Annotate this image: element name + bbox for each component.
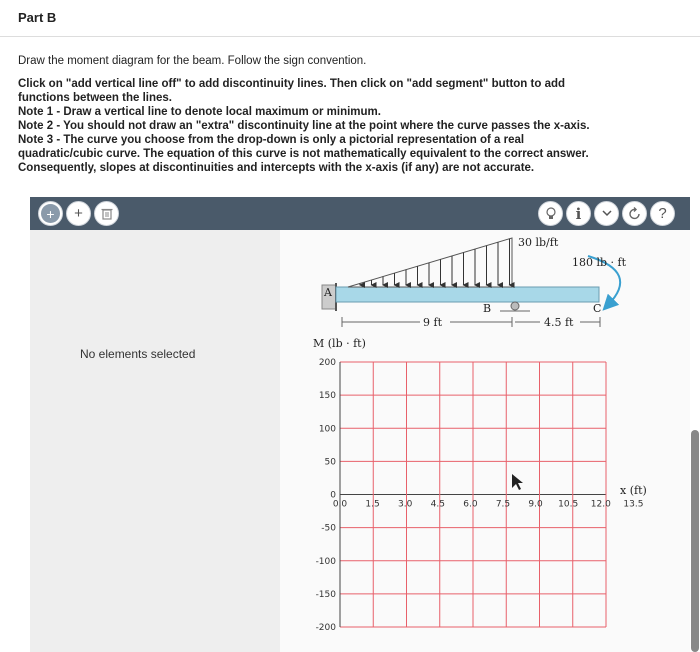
drawing-toolbar — [30, 197, 690, 230]
roller-support — [511, 302, 519, 310]
vertical-line-icon: + — [41, 204, 60, 223]
reset-button[interactable] — [622, 201, 647, 226]
y-tick-label: -150 — [315, 589, 336, 600]
scrollbar[interactable] — [691, 430, 699, 652]
part-title: Part B — [18, 10, 57, 25]
x-tick-label: 12.0 — [590, 499, 611, 510]
x-tick-label: 4.5 — [430, 499, 445, 510]
x-axis-label: x (ft) — [620, 484, 647, 497]
y-tick-label: -50 — [321, 523, 336, 534]
load-label: 30 lb/ft — [518, 236, 559, 249]
span-label-2: 4.5 ft — [544, 316, 574, 329]
beam-body — [336, 287, 599, 302]
hint-button[interactable] — [538, 201, 563, 226]
properties-panel — [30, 230, 280, 652]
y-tick-label: 200 — [318, 358, 336, 368]
selection-status: No elements selected — [80, 347, 196, 361]
help-button[interactable] — [650, 201, 675, 226]
note-3-cont: quadratic/cubic curve. The equation of this curve is not mathematically equivalent to the correct answer. — [18, 148, 589, 160]
note-1: Note 1 - Draw a vertical line to denote local maximum or minimum. — [18, 106, 381, 118]
y-tick-label: 0 — [330, 490, 336, 501]
instruction-line: Draw the moment diagram for the beam. Follow the sign convention. — [18, 55, 367, 67]
chevron-down-icon — [602, 210, 612, 217]
x-tick-label: 0.0 — [332, 499, 348, 510]
note-2: Note 2 - You should not draw an "extra" discontinuity line at the point where the curve passes the x-axis. — [18, 120, 590, 132]
lightbulb-icon — [545, 207, 557, 221]
note-3: Note 3 - The curve you choose from the drop-down is only a pictorial representation of a real — [18, 134, 525, 146]
help-icon: ? — [658, 205, 667, 222]
label-b: B — [483, 302, 492, 315]
x-tick-label: 1.5 — [365, 499, 380, 510]
y-tick-label: 150 — [318, 391, 336, 402]
x-tick-label: 13.5 — [623, 499, 644, 510]
plus-icon: + — [74, 205, 83, 222]
y-tick-label: 50 — [324, 457, 336, 468]
y-tick-label: -200 — [315, 623, 336, 633]
span-label-1: 9 ft — [423, 316, 442, 329]
y-axis-label: M (lb · ft) — [313, 337, 366, 350]
x-tick-label: 6.0 — [463, 499, 478, 510]
y-tick-label: 100 — [318, 424, 336, 435]
moment-label: 180 lb · ft — [572, 256, 627, 269]
x-tick-label: 7.5 — [495, 499, 511, 510]
instruction-line: Click on "add vertical line off" to add discontinuity lines. Then click on "add segment" button to add — [18, 78, 566, 90]
add-vertical-line-button[interactable] — [38, 201, 63, 226]
delete-button[interactable] — [94, 201, 119, 226]
note-3-cont: Consequently, slopes at discontinuities and intercepts with the x-axis (if any) are not accurate. — [18, 162, 535, 174]
x-tick-label: 3.0 — [398, 499, 413, 510]
add-segment-button[interactable] — [66, 201, 91, 226]
label-c: C — [593, 302, 602, 315]
info-button[interactable] — [566, 201, 591, 226]
trash-icon — [101, 207, 113, 220]
x-tick-label: 10.5 — [558, 499, 579, 510]
y-tick-label: -100 — [315, 556, 336, 567]
reset-icon — [628, 207, 642, 221]
label-a: A — [324, 286, 332, 299]
info-icon: i — [575, 204, 582, 223]
function-dropdown[interactable] — [594, 201, 619, 226]
instruction-line: functions between the lines. — [18, 92, 172, 104]
divider — [0, 36, 700, 37]
x-tick-label: 9.0 — [528, 499, 543, 510]
